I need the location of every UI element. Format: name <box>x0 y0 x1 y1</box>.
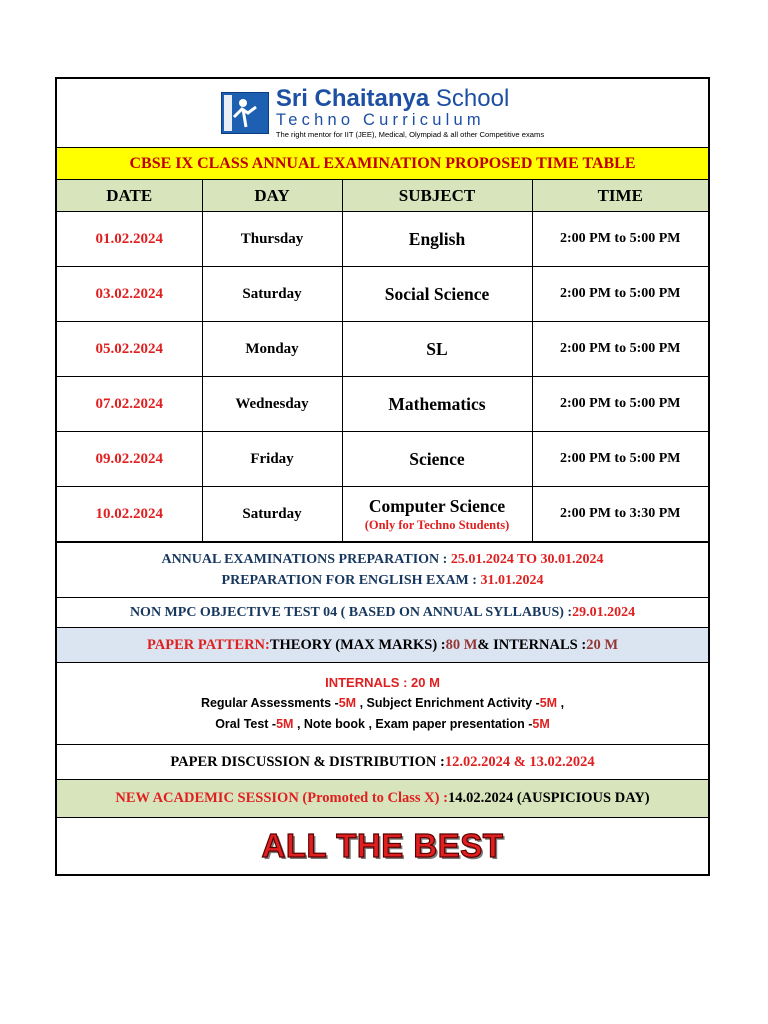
internal-marks: 20 M <box>586 636 618 653</box>
subject-note: (Only for Techno Students) <box>364 517 510 532</box>
header-date: DATE <box>57 180 202 212</box>
theory-marks: 80 M <box>445 636 478 653</box>
nonmpc-test-info <box>57 598 708 628</box>
row-subject: English <box>342 212 532 267</box>
table-row <box>57 212 708 267</box>
row-day: Saturday <box>202 487 342 542</box>
preparation-info <box>57 543 708 598</box>
header-day: DAY <box>202 180 342 212</box>
row-time: 2:00 PM to 5:00 PM <box>532 432 708 487</box>
header-subject: SUBJECT <box>342 180 532 212</box>
internals-heading: INTERNALS : 20 M <box>325 675 440 690</box>
english-prep-label: PREPARATION FOR ENGLISH EXAM : <box>221 573 481 588</box>
internals-line-1: Regular Assessments -5M , Subject Enrichment Activity -5M , <box>200 696 565 710</box>
paper-pattern <box>57 628 708 663</box>
english-prep-date: 31.01.2024 <box>480 573 544 588</box>
row-date: 07.02.2024 <box>57 377 202 432</box>
row-time: 2:00 PM to 5:00 PM <box>532 322 708 377</box>
new-session <box>57 780 708 818</box>
all-the-best-text: ALL THE BEST <box>261 827 504 864</box>
discussion-dates: 12.02.2024 & 13.02.2024 <box>444 753 595 770</box>
row-time: 2:00 PM to 5:00 PM <box>532 267 708 322</box>
brand-name: Sri Chaitanya School <box>275 85 510 113</box>
school-logo <box>221 87 544 138</box>
row-day: Monday <box>202 322 342 377</box>
pattern-internal-label: & INTERNALS : <box>477 636 587 653</box>
table-row <box>57 432 708 487</box>
row-time: 2:00 PM to 5:00 PM <box>532 212 708 267</box>
prep-label: ANNUAL EXAMINATIONS PREPARATION : <box>161 552 451 567</box>
row-date: 03.02.2024 <box>57 267 202 322</box>
session-date: 14.02.2024 (AUSPICIOUS DAY) <box>447 790 650 806</box>
internals-breakdown <box>57 663 708 745</box>
row-day: Friday <box>202 432 342 487</box>
row-subject <box>342 487 532 542</box>
table-header-row <box>57 180 708 212</box>
row-date: 05.02.2024 <box>57 322 202 377</box>
logo-mark-icon <box>221 92 269 134</box>
row-date: 01.02.2024 <box>57 212 202 267</box>
brand-tagline: The right mentor for IIT (JEE), Medical, Olympiad & all other Competitive exams <box>275 129 545 139</box>
exam-table-wrap <box>57 180 708 543</box>
header-time: TIME <box>532 180 708 212</box>
row-day: Saturday <box>202 267 342 322</box>
nonmpc-date: 29.01.2024 <box>572 604 636 620</box>
session-label: NEW ACADEMIC SESSION (Promoted to Class X) : <box>115 790 448 806</box>
row-date: 10.02.2024 <box>57 487 202 542</box>
internals-line-2: Oral Test -5M , Note book , Exam paper presentation -5M <box>215 717 550 731</box>
brand-subtitle: Techno Curriculum <box>275 111 485 130</box>
row-time: 2:00 PM to 3:30 PM <box>532 487 708 542</box>
nonmpc-label: NON MPC OBJECTIVE TEST 04 ( BASED ON ANNUAL SYLLABUS) : <box>129 604 573 620</box>
table-row <box>57 322 708 377</box>
timetable-sheet <box>55 77 710 876</box>
row-time: 2:00 PM to 5:00 PM <box>532 377 708 432</box>
table-row <box>57 267 708 322</box>
page-title: CBSE IX CLASS ANNUAL EXAMINATION PROPOSED TIME TABLE <box>57 148 708 180</box>
row-subject: SL <box>342 322 532 377</box>
subject-name: Computer Science <box>368 495 506 516</box>
row-day: Thursday <box>202 212 342 267</box>
paper-discussion <box>57 745 708 780</box>
row-day: Wednesday <box>202 377 342 432</box>
logo-header <box>57 79 708 148</box>
closing-banner <box>57 818 708 874</box>
pattern-theory-label: THEORY (MAX MARKS) : <box>269 636 446 653</box>
row-date: 09.02.2024 <box>57 432 202 487</box>
row-subject: Science <box>342 432 532 487</box>
exam-timetable <box>57 180 708 542</box>
table-row <box>57 377 708 432</box>
pattern-label: PAPER PATTERN: <box>147 636 270 653</box>
row-subject: Mathematics <box>342 377 532 432</box>
prep-dates: 25.01.2024 TO 30.01.2024 <box>450 552 604 567</box>
table-row <box>57 487 708 542</box>
row-subject: Social Science <box>342 267 532 322</box>
discussion-label: PAPER DISCUSSION & DISTRIBUTION : <box>170 753 445 770</box>
